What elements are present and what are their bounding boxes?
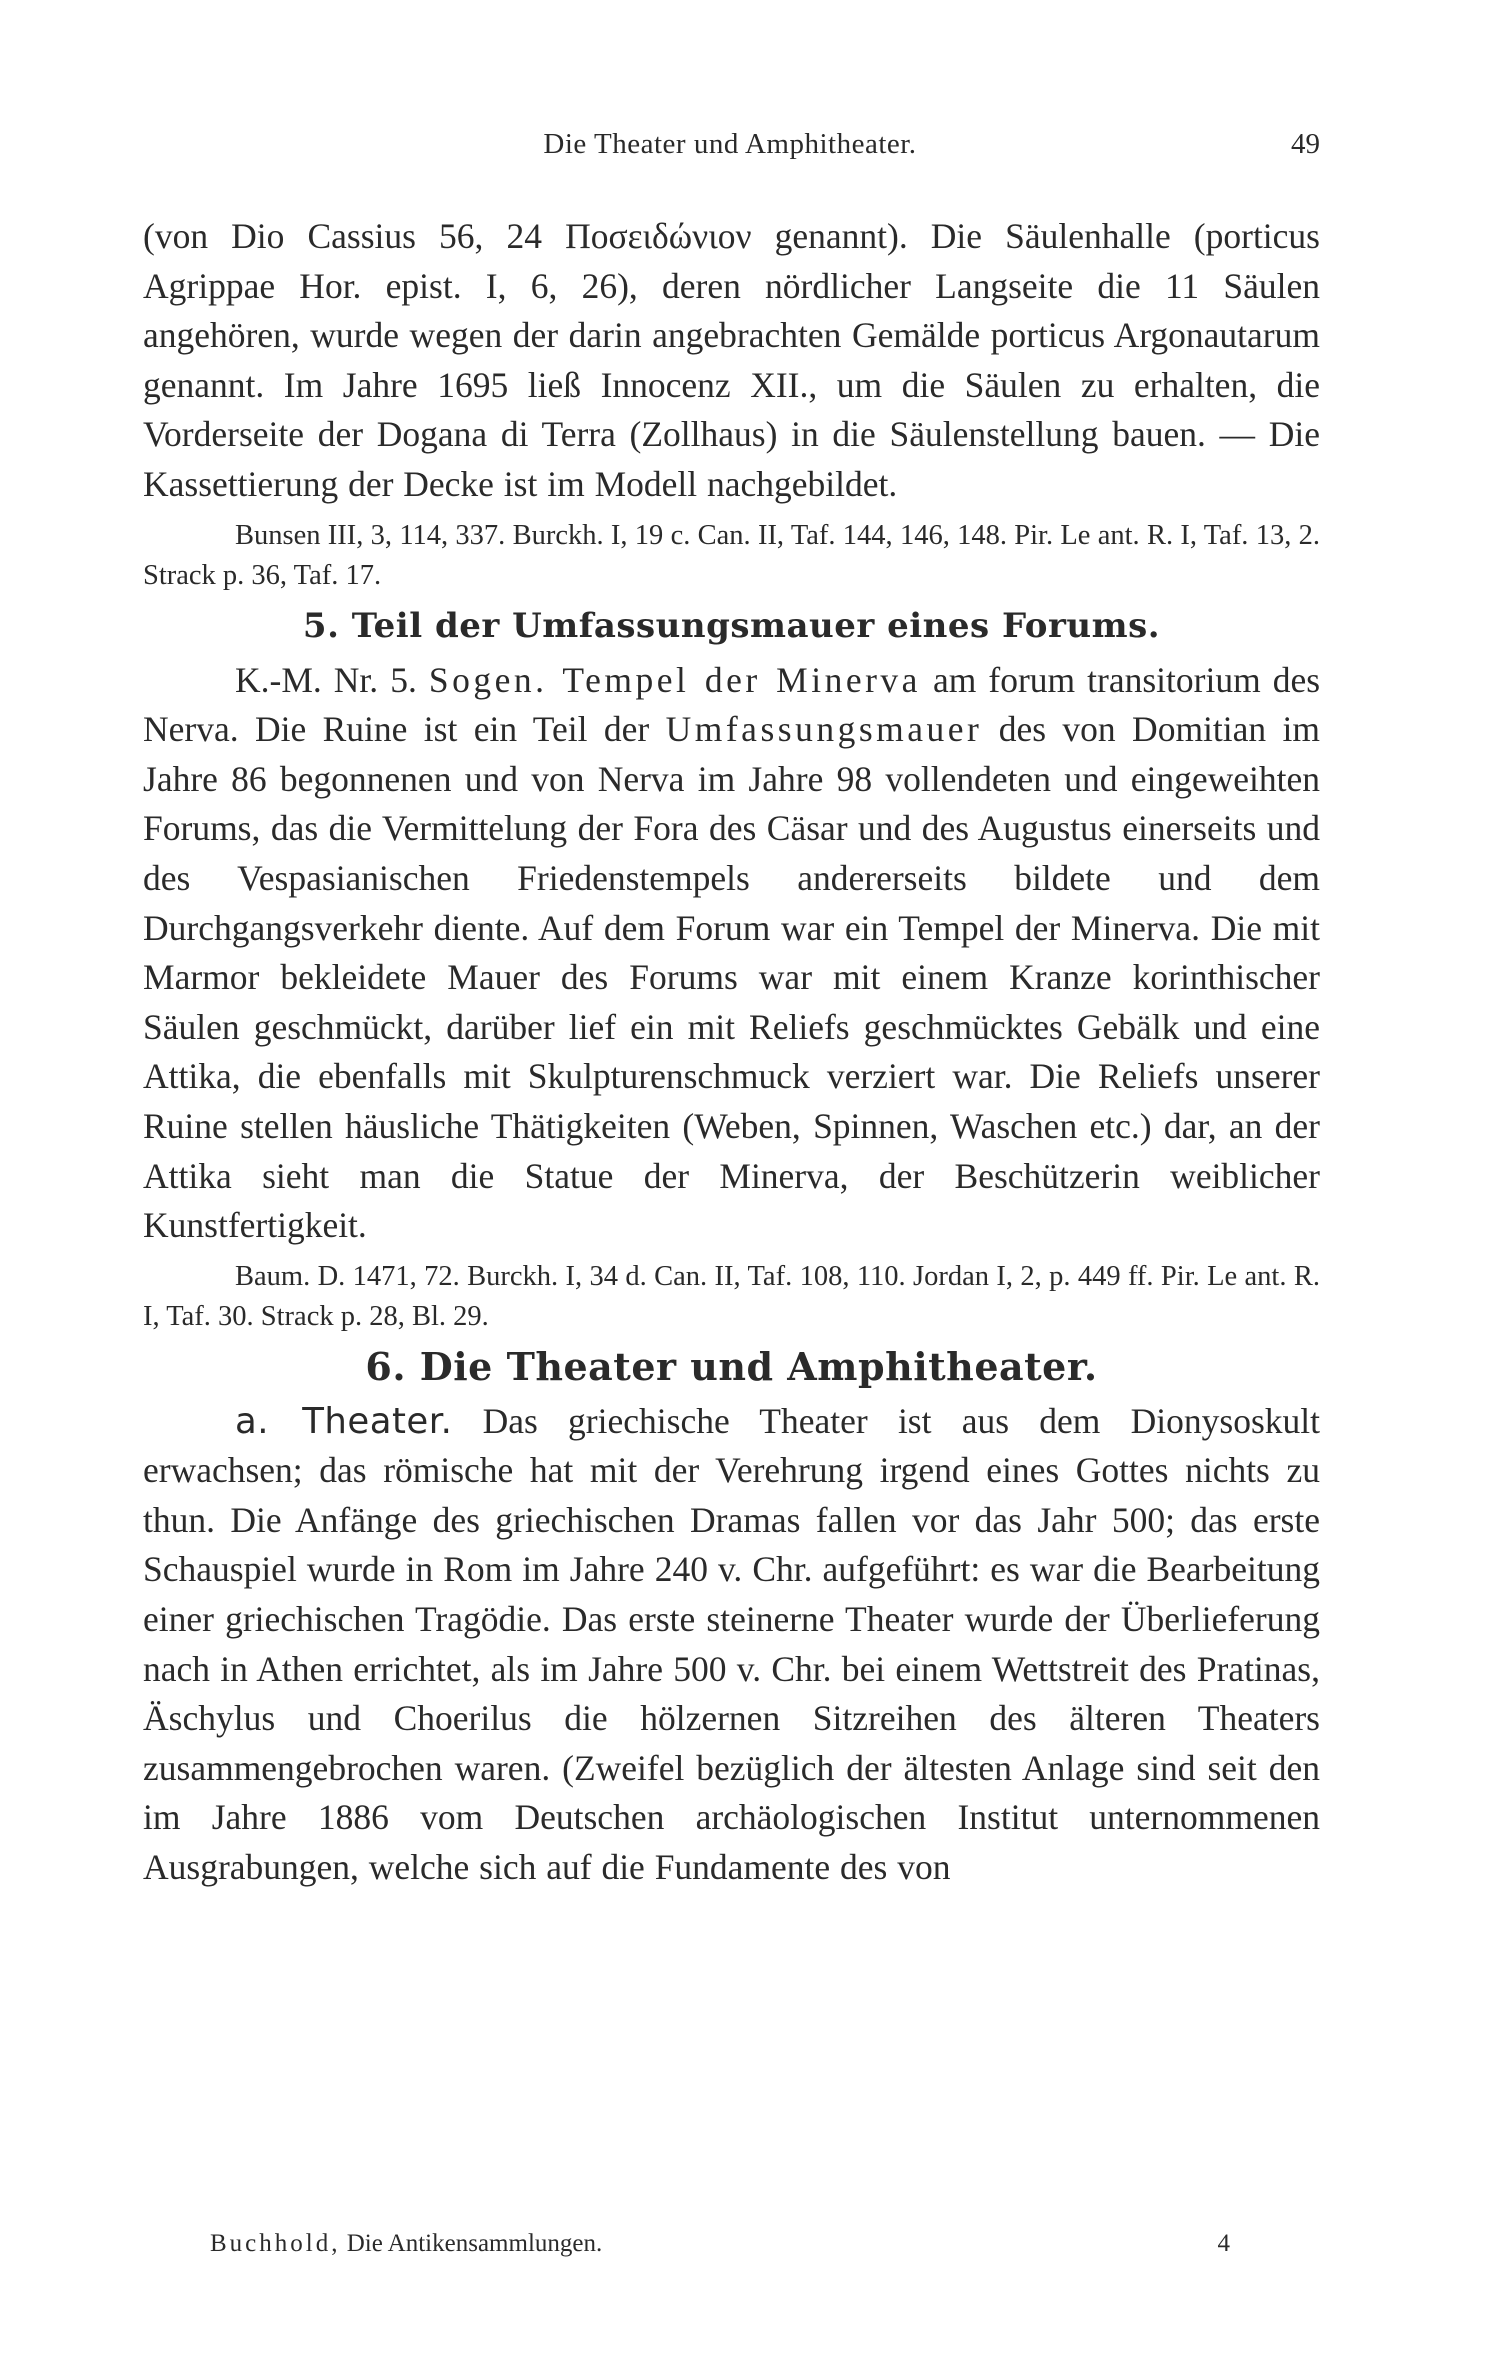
page-body <box>143 212 1320 1893</box>
paragraph-theater-text: Das griechische Theater ist aus dem Dionysoskult erwachsen; das römische hat mit der Verehrung irgend eines Gottes nichts zu thun. Die Anfänge des griechischen Dramas fallen vor das Jahr 500; das erste Schauspiel wurde in Rom im Jahre 240 v. Chr. aufgeführt: es war die Bearbeitung einer griechischen Tragödie. Das erste steinerne Theater wurde der Überlieferung nach in Athen errichtet, als im Jahre 500 v. Chr. bei einem Wettstreit des Pratinas, Äschylus und Choerilus die hölzernen Sitzreihen des älteren Theaters zusammengebrochen waren. (Zweifel bezüglich der ältesten Anlage sind seit den im Jahre 1886 vom Deutschen archäologischen Institut unternommenen Ausgrabungen, welche sich auf die Fundamente des von <box>143 1400 1321 1888</box>
footer-title: Die Antikensammlungen. <box>346 2230 603 2257</box>
footer-imprint <box>210 2230 602 2258</box>
paragraph-minerva-temple <box>143 656 1320 1251</box>
signature-mark: 4 <box>1217 2230 1230 2257</box>
paragraph-theater <box>143 1397 1320 1893</box>
catalog-number: K.-M. Nr. 5. <box>235 659 417 700</box>
references-minerva-temple: Baum. D. 1471, 72. Burckh. I, 34 d. Can. II, Taf. 108, 110. Jordan I, 2, p. 449 ff. Pir. Le ant. R. I, Taf. 30. Strack p. 28, Bl. 29. <box>143 1260 1320 1332</box>
paragraph-porticus: (von Dio Cassius 56, 24 Ποσειδώνιον genannt). Die Säulenhalle (porticus Agrippae Hor. epist. I, 6, 26), deren nördlicher Langseite die 11 Säulen angehören, wurde wegen der darin angebrachten Gemälde porticus Argonautarum genannt. Im Jahre 1695 ließ Innocenz XII., um die Säulen zu erhalten, die Vorderseite der Dogana di Terra (Zollhaus) in die Säulenstellung bauen. — Die Kassettierung der Decke ist im Modell nachgebildet. <box>143 216 1320 504</box>
subsection-heading: a. Theater. <box>235 1400 453 1442</box>
section-5-heading: 5. Teil der Umfassungsmauer eines Forums. <box>302 605 1161 646</box>
emphasized-term: Umfassungsmauer <box>665 709 983 750</box>
running-header <box>140 128 1320 168</box>
paragraph-text-b: des von Domitian im Jahre 86 begonnenen und von Nerva im Jahre 98 vollendeten und eingeweihten Forums, das die Vermittelung der Fora des Cäsar und des Augustus einerseits und des Vespasianischen Friedenstempels andererseits bildete und dem Durchgangsverkehr diente. Auf dem Forum war ein Tempel der Minerva. Die mit Marmor bekleidete Mauer des Forums war mit einem Kranze korinthischer Säulen geschmückt, darüber lief ein mit Reliefs geschmücktes Gebälk und eine Attika, die ebenfalls mit Skulpturenschmuck verziert war. Die Reliefs unserer Ruine stellen häusliche Thätigkeiten (Weben, Spinnen, Waschen etc.) dar, an der Attika sieht man die Statue der Minerva, der Beschützerin weiblicher Kunstfertigkeit. <box>143 709 1321 1246</box>
footer-author: Buchhold, <box>210 2230 341 2257</box>
section-6-heading: 6. Die Theater und Amphitheater. <box>365 1343 1098 1389</box>
references-porticus: Bunsen III, 3, 114, 337. Burckh. I, 19 c. Can. II, Taf. 144, 146, 148. Pir. Le ant. R. I, Taf. 13, 2. Strack p. 36, Taf. 17. <box>143 519 1320 591</box>
page-number: 49 <box>1291 128 1320 160</box>
monument-title: Sogen. Tempel der Minerva <box>428 659 921 700</box>
running-title: Die Theater und Amphitheater. <box>543 128 917 160</box>
paragraph-text-a: am forum transitorium des Nerva. Die Ruine ist ein Teil der <box>143 659 1321 750</box>
